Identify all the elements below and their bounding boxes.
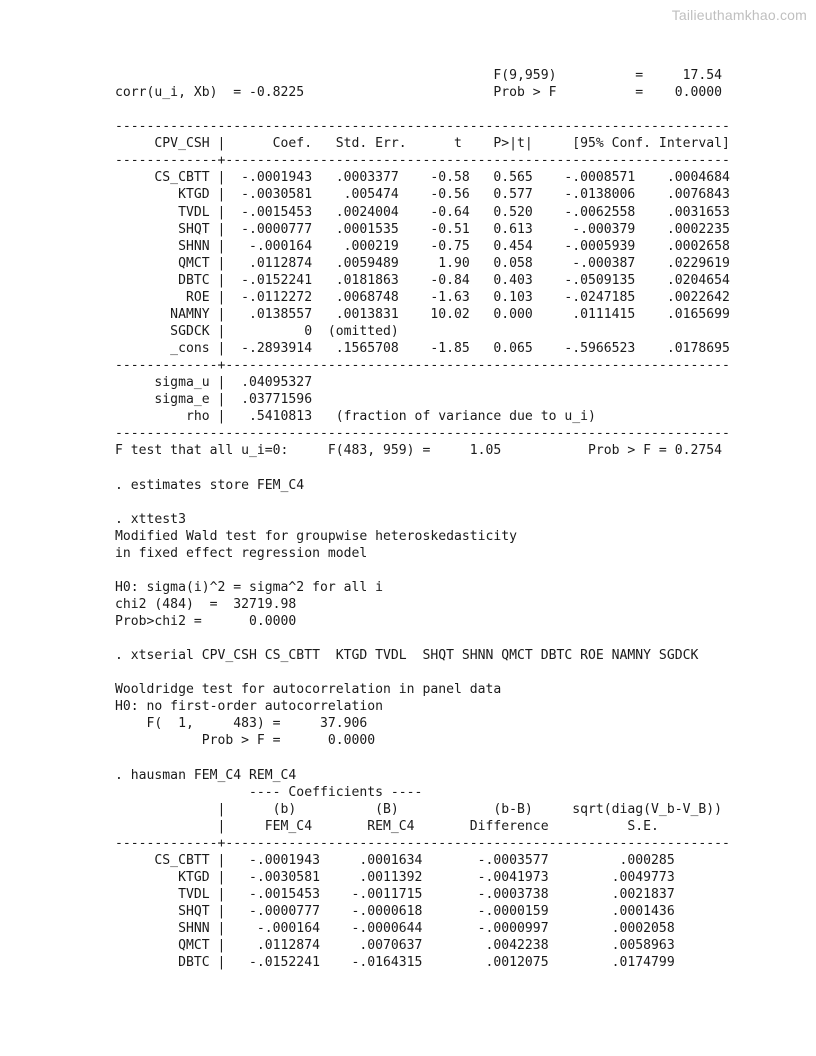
output-line: ROE | -.0112272 .0068748 -1.63 0.103 -.0247185 .0022642 <box>115 289 730 305</box>
output-line: sigma_e | .03771596 <box>115 392 313 408</box>
output-line: H0: sigma(i)^2 = sigma^2 for all i <box>115 579 384 595</box>
output-line: NAMNY | .0138557 .0013831 10.02 0.000 .0111415 .0165699 <box>115 306 730 322</box>
output-line: corr(u_i, Xb) = -0.8225 Prob > F = 0.0000 <box>115 85 722 101</box>
output-line: QMCT | .0112874 .0070637 .0042238 .0058963 <box>115 938 675 954</box>
output-line: QMCT | .0112874 .0059489 1.90 0.058 -.000387 .0229619 <box>115 255 730 271</box>
output-line <box>115 750 730 767</box>
output-line: SHNN | -.000164 -.0000644 -.0000997 .0002058 <box>115 921 675 937</box>
output-line: F( 1, 483) = 37.906 <box>115 716 368 732</box>
output-line: Prob > F = 0.0000 <box>115 733 376 749</box>
output-line: CS_CBTT | -.0001943 .0003377 -0.58 0.565 -.0008571 .0004684 <box>115 170 730 186</box>
output-line: F test that all u_i=0: F(483, 959) = 1.05 Prob > F = 0.2754 <box>115 443 722 459</box>
output-line <box>115 562 730 579</box>
output-line: -------------+---------------------------------------------------------------- <box>115 153 730 169</box>
output-line: -------------+---------------------------------------------------------------- <box>115 358 730 374</box>
output-line: sigma_u | .04095327 <box>115 375 313 391</box>
output-line: DBTC | -.0152241 -.0164315 .0012075 .0174799 <box>115 955 675 971</box>
stata-output-log <box>115 67 730 971</box>
output-line <box>115 664 730 681</box>
output-line: SHQT | -.0000777 .0001535 -0.51 0.613 -.000379 .0002235 <box>115 221 730 237</box>
output-line: SHNN | -.000164 .000219 -0.75 0.454 -.0005939 .0002658 <box>115 238 730 254</box>
output-line: KTGD | -.0030581 .005474 -0.56 0.577 -.0138006 .0076843 <box>115 187 730 203</box>
output-line: CPV_CSH | Coef. Std. Err. t P>|t| [95% Conf. Interval] <box>115 136 730 152</box>
output-line: ---- Coefficients ---- <box>115 784 423 800</box>
output-line: SHQT | -.0000777 -.0000618 -.0000159 .0001436 <box>115 904 675 920</box>
output-line: chi2 (484) = 32719.98 <box>115 596 297 612</box>
output-line: TVDL | -.0015453 .0024004 -0.64 0.520 -.0062558 .0031653 <box>115 204 730 220</box>
output-line: ------------------------------------------------------------------------------ <box>115 119 730 135</box>
output-line <box>115 630 730 647</box>
output-line: rho | .5410813 (fraction of variance due to u_i) <box>115 409 596 425</box>
output-line: . estimates store FEM_C4 <box>115 477 305 493</box>
output-line <box>115 459 730 476</box>
output-line: | (b) (B) (b-B) sqrt(diag(V_b-V_B)) <box>115 801 722 817</box>
output-line: . xttest3 <box>115 511 186 527</box>
output-line: . hausman FEM_C4 REM_C4 <box>115 767 297 783</box>
output-line <box>115 494 730 511</box>
output-line: -------------+---------------------------------------------------------------- <box>115 835 730 851</box>
output-line <box>115 101 730 118</box>
output-line: . xtserial CPV_CSH CS_CBTT KTGD TVDL SHQT SHNN QMCT DBTC ROE NAMNY SGDCK <box>115 648 699 664</box>
output-line: H0: no first-order autocorrelation <box>115 699 384 715</box>
output-line: _cons | -.2893914 .1565708 -1.85 0.065 -.5966523 .0178695 <box>115 341 730 356</box>
output-line: TVDL | -.0015453 -.0011715 -.0003738 .0021837 <box>115 887 675 902</box>
output-line: DBTC | -.0152241 .0181863 -0.84 0.403 -.0509135 .0204654 <box>115 272 730 288</box>
output-line: CS_CBTT | -.0001943 .0001634 -.0003577 .000285 <box>115 852 675 868</box>
output-line: KTGD | -.0030581 .0011392 -.0041973 .0049773 <box>115 869 675 885</box>
output-line: SGDCK | 0 (omitted) <box>115 323 399 339</box>
watermark-text: Tailieuthamkhao.com <box>671 7 807 23</box>
output-line: | FEM_C4 REM_C4 Difference S.E. <box>115 818 659 834</box>
output-line: ------------------------------------------------------------------------------ <box>115 426 730 442</box>
output-line: Wooldridge test for autocorrelation in panel data <box>115 682 502 698</box>
output-line: Modified Wald test for groupwise heteroskedasticity <box>115 528 518 544</box>
output-line: Prob>chi2 = 0.0000 <box>115 614 297 629</box>
output-line: F(9,959) = 17.54 <box>115 68 722 83</box>
output-line: in fixed effect regression model <box>115 545 368 561</box>
